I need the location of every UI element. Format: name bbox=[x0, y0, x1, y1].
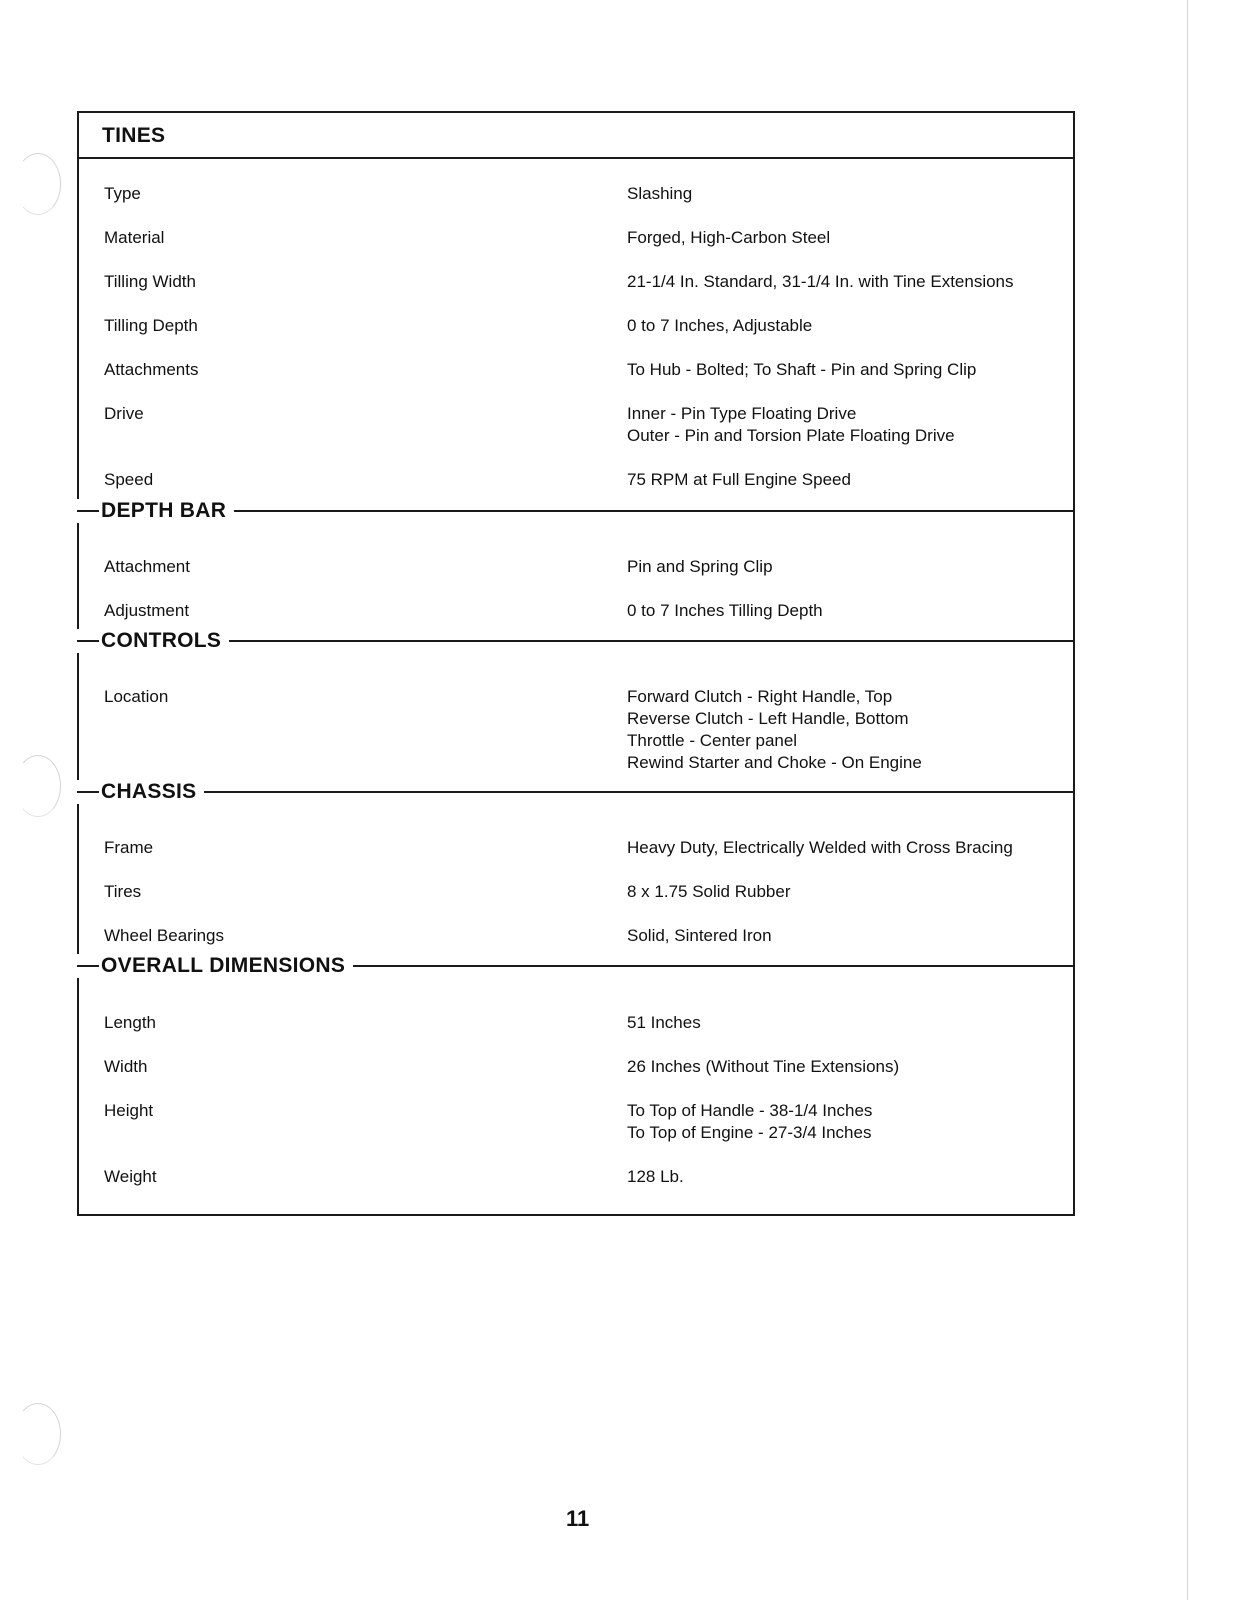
spec-value-line: Outer - Pin and Torsion Plate Floating Drive bbox=[627, 426, 955, 445]
spec-value-line: Forged, High-Carbon Steel bbox=[627, 228, 831, 247]
spec-value-line: 26 Inches (Without Tine Extensions) bbox=[627, 1057, 900, 1076]
spec-value-length bbox=[627, 1012, 701, 1034]
spec-value-line: Slashing bbox=[627, 184, 693, 203]
spec-label-width: Width bbox=[104, 1057, 148, 1076]
punch-hole-mark bbox=[15, 153, 61, 215]
section-title-chassis: CHASSIS bbox=[77, 780, 204, 804]
spec-value-type bbox=[627, 183, 692, 205]
spec-label-height: Height bbox=[104, 1101, 154, 1120]
page-number: 11 bbox=[566, 1506, 590, 1531]
spec-value-line: 75 RPM at Full Engine Speed bbox=[627, 470, 851, 489]
spec-value-line: 0 to 7 Inches, Adjustable bbox=[627, 316, 813, 335]
spec-value-speed bbox=[627, 469, 851, 491]
spec-value-line: Heavy Duty, Electrically Welded with Cross Bracing bbox=[627, 838, 1013, 857]
spec-value-material bbox=[627, 227, 830, 249]
page-edge-line bbox=[1187, 0, 1188, 1600]
spec-label-tilling-width: Tilling Width bbox=[104, 272, 196, 291]
spec-label-frame: Frame bbox=[104, 838, 154, 857]
spec-value-line: 0 to 7 Inches Tilling Depth bbox=[627, 601, 823, 620]
spec-value-line: Throttle - Center panel bbox=[627, 731, 798, 750]
spec-label-tires: Tires bbox=[104, 882, 142, 901]
specifications-table bbox=[77, 111, 1075, 1216]
punch-hole-mark bbox=[15, 755, 61, 817]
spec-value-frame bbox=[627, 837, 1013, 859]
spec-value-line: Solid, Sintered Iron bbox=[627, 926, 772, 945]
spec-label-attachment: Attachment bbox=[104, 557, 190, 576]
punch-hole-mark bbox=[15, 1403, 61, 1465]
spec-value-line: To Hub - Bolted; To Shaft - Pin and Spring Clip bbox=[627, 360, 977, 379]
spec-label-attachments: Attachments bbox=[104, 360, 199, 379]
spec-value-line: 21-1/4 In. Standard, 31-1/4 In. with Tine Extensions bbox=[627, 272, 1014, 291]
spec-value-line: 8 x 1.75 Solid Rubber bbox=[627, 882, 791, 901]
spec-value-line: 128 Lb. bbox=[627, 1167, 684, 1186]
spec-value-line: To Top of Engine - 27-3/4 Inches bbox=[627, 1123, 872, 1142]
spec-label-length: Length bbox=[104, 1013, 156, 1032]
spec-label-tilling-depth: Tilling Depth bbox=[104, 316, 198, 335]
spec-label-wheel-bearings: Wheel Bearings bbox=[104, 926, 225, 945]
spec-value-tires bbox=[627, 881, 791, 903]
spec-value-adjustment bbox=[627, 600, 823, 622]
spec-value-line: To Top of Handle - 38-1/4 Inches bbox=[627, 1101, 873, 1120]
spec-value-line: Forward Clutch - Right Handle, Top bbox=[627, 687, 893, 706]
section-title-controls: CONTROLS bbox=[77, 629, 229, 653]
spec-label-adjustment: Adjustment bbox=[104, 601, 190, 620]
section-title-depth-bar: DEPTH BAR bbox=[77, 499, 234, 523]
spec-value-location bbox=[627, 686, 922, 774]
spec-value-line: Inner - Pin Type Floating Drive bbox=[627, 404, 857, 423]
section-title-overall-dimensions: OVERALL DIMENSIONS bbox=[77, 954, 353, 978]
spec-value-attachment bbox=[627, 556, 773, 578]
spec-value-tilling-depth bbox=[627, 315, 812, 337]
spec-value-width bbox=[627, 1056, 899, 1078]
spec-label-type: Type bbox=[104, 184, 141, 203]
section-rule-chassis bbox=[79, 791, 1073, 793]
spec-value-height bbox=[627, 1100, 872, 1144]
spec-value-wheel-bearings bbox=[627, 925, 772, 947]
spec-label-weight: Weight bbox=[104, 1167, 157, 1186]
spec-value-line: Reverse Clutch - Left Handle, Bottom bbox=[627, 709, 909, 728]
tines-header bbox=[79, 113, 1073, 159]
spec-label-material: Material bbox=[104, 228, 165, 247]
spec-value-attachments bbox=[627, 359, 976, 381]
spec-label-location: Location bbox=[104, 687, 169, 706]
spec-value-line: Rewind Starter and Choke - On Engine bbox=[627, 753, 922, 772]
spec-value-weight bbox=[627, 1166, 684, 1188]
spec-value-line: 51 Inches bbox=[627, 1013, 701, 1032]
spec-value-drive bbox=[627, 403, 955, 447]
section-title-tines: TINES bbox=[102, 124, 166, 147]
spec-value-line: Pin and Spring Clip bbox=[627, 557, 773, 576]
spec-label-drive: Drive bbox=[104, 404, 144, 423]
spec-value-tilling-width bbox=[627, 271, 1014, 293]
spec-label-speed: Speed bbox=[104, 470, 154, 489]
